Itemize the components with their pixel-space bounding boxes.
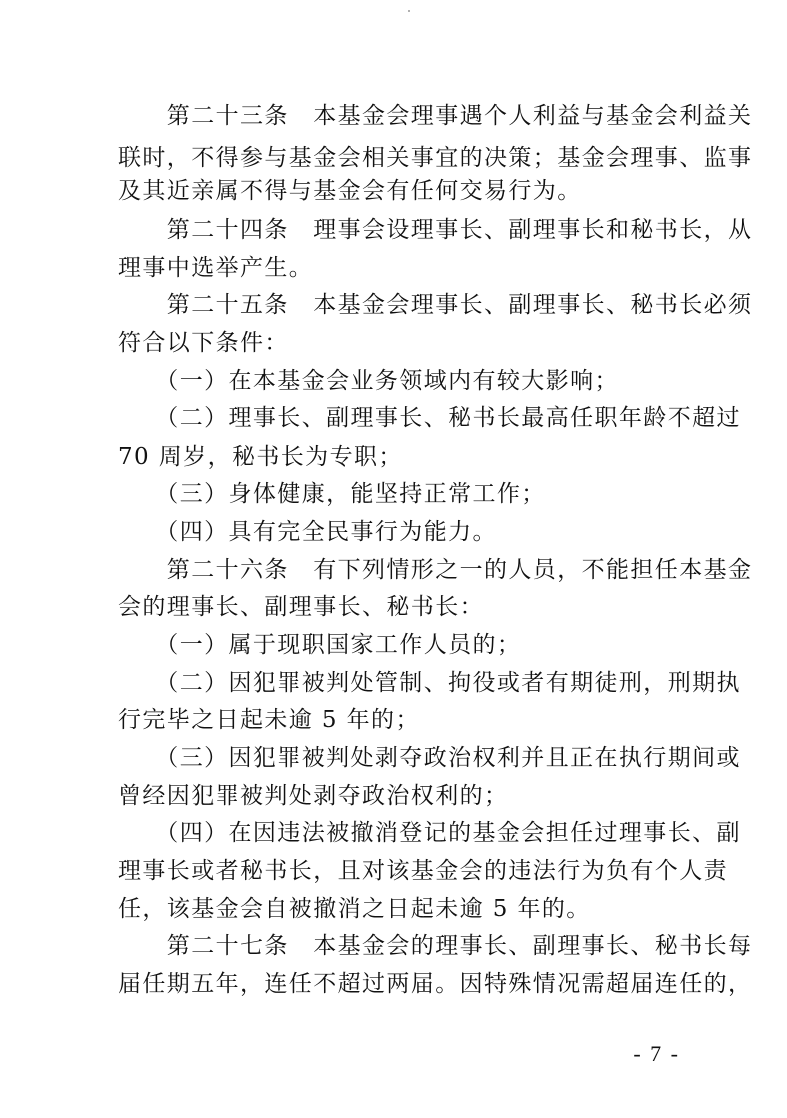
text-line: 第二十四条 理事会设理事长、副理事长和秘书长，从: [118, 217, 753, 243]
text-line: （一）属于现职国家工作人员的；: [118, 632, 522, 658]
text-line: 第二十五条 本基金会理事长、副理事长、秘书长必须: [118, 292, 753, 318]
text-line: 及其近亲属不得与基金会有任何交易行为。: [118, 178, 582, 204]
text-line: （四）具有完全民事行为能力。: [118, 519, 497, 545]
text-line: 届任期五年，连任不超过两届。因特殊情况需超届连任的，: [118, 971, 753, 997]
text-line: （二）因犯罪被判处管制、拘役或者有期徒刑，刑期执: [118, 670, 741, 696]
text-line: 联时，不得参与基金会相关事宜的决策；基金会理事、监事: [118, 145, 753, 171]
text-line: 第二十七条 本基金会的理事长、副理事长、秘书长每: [118, 933, 753, 959]
scan-dot: [408, 10, 410, 12]
text-line: 第二十六条 有下列情形之一的人员，不能担任本基金: [118, 557, 753, 583]
text-line: 符合以下条件：: [118, 330, 289, 356]
text-line: （三）身体健康，能坚持正常工作；: [118, 481, 546, 507]
page-number: - 7 -: [633, 1041, 680, 1066]
text-line: 70 周岁，秘书长为专职；: [118, 444, 403, 470]
text-line: （二）理事长、副理事长、秘书长最高任职年龄不超过: [118, 405, 741, 431]
text-line: （四）在因违法被撤消登记的基金会担任过理事长、副: [118, 820, 741, 846]
text-line: 第二十三条 本基金会理事遇个人利益与基金会利益关: [118, 103, 753, 129]
text-line: 会的理事长、副理事长、秘书长：: [118, 594, 484, 620]
text-line: （三）因犯罪被判处剥夺政治权利并且正在执行期间或: [118, 745, 741, 771]
text-line: 理事中选举产生。: [118, 255, 314, 281]
text-line: （一）在本基金会业务领域内有较大影响；: [118, 368, 619, 394]
text-line: 曾经因犯罪被判处剥夺政治权利的；: [118, 783, 509, 809]
text-line: 任，该基金会自被撤消之日起未逾 5 年的。: [118, 896, 591, 922]
text-line: 行完毕之日起未逾 5 年的；: [118, 707, 420, 733]
text-line: 理事长或者秘书长，且对该基金会的违法行为负有个人责: [118, 858, 728, 884]
